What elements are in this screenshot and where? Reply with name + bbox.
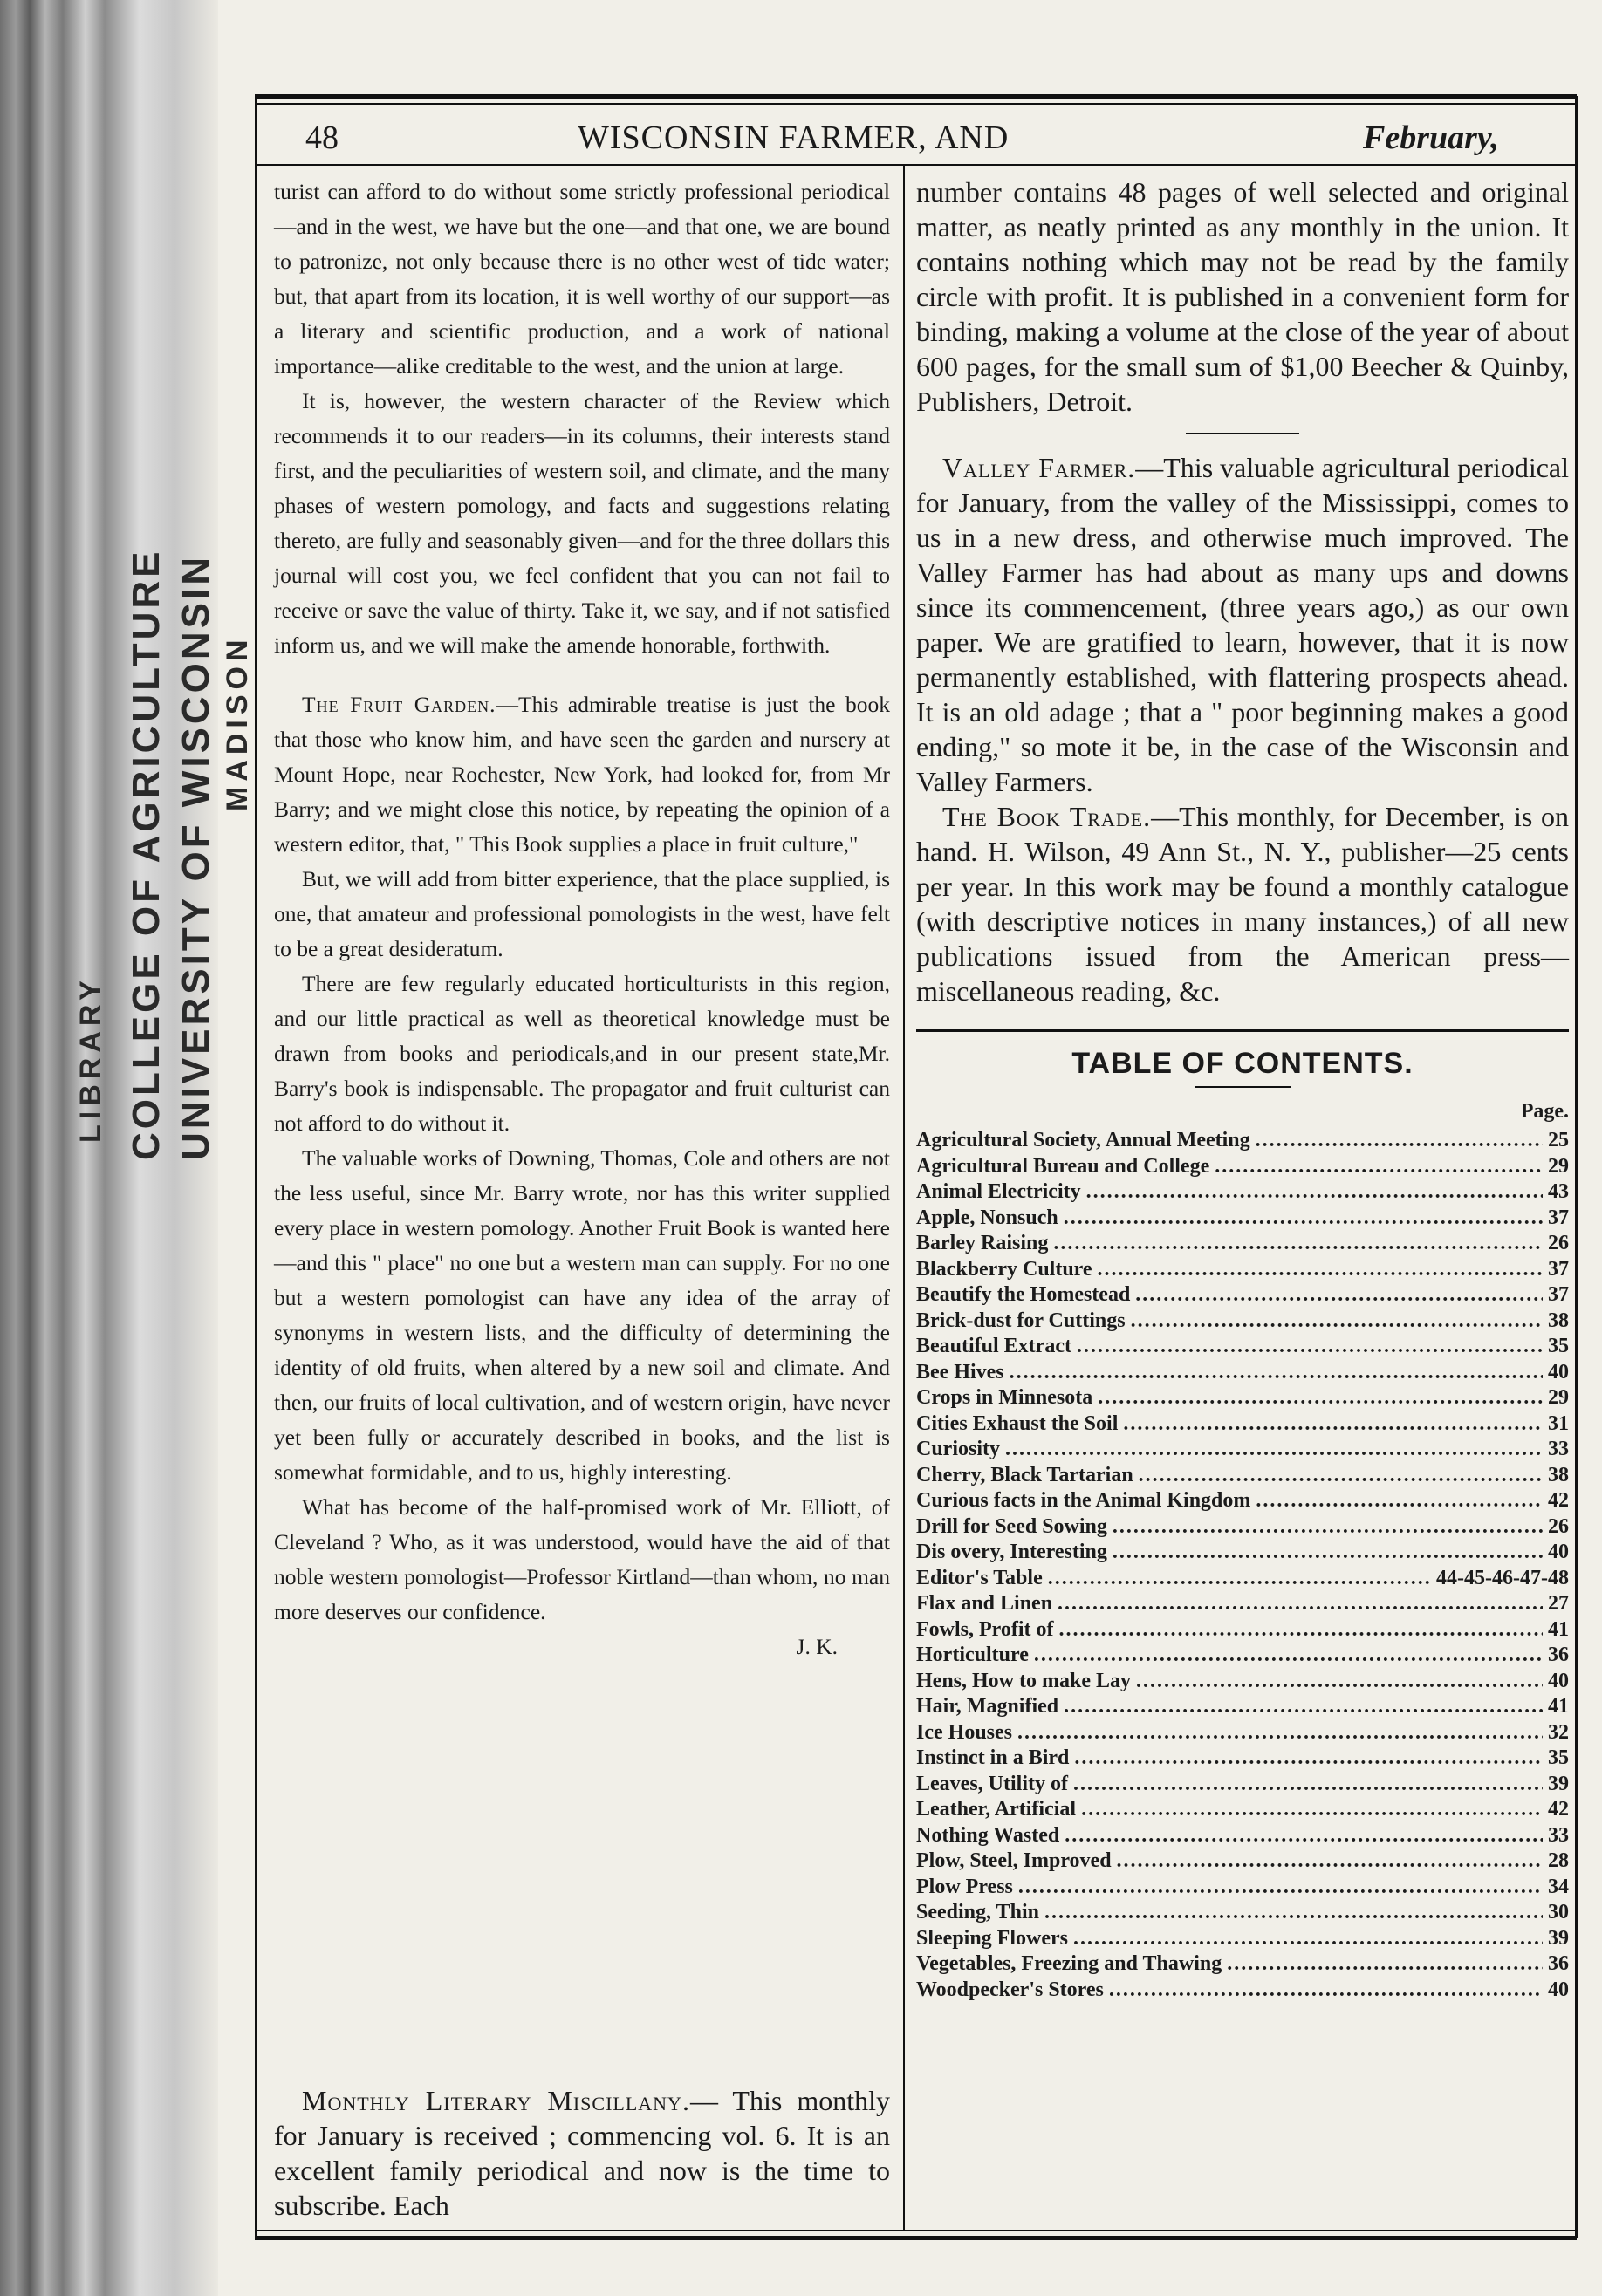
toc-entry-title: Bee Hives <box>916 1360 1004 1384</box>
toc-entry-title: Animal Electricity <box>916 1180 1081 1203</box>
toc-top-rule <box>916 1029 1569 1032</box>
toc-entry-page: 26 <box>1548 1514 1569 1538</box>
toc-entry-title: Leaves, Utility of <box>916 1772 1068 1795</box>
fruit-garden-paragraph-4: The valuable works of Downing, Thomas, Cole and others are not the less useful, since Mr. Barry wrote, nor has this writer supplied every place in western pomology. Another Fruit Book is wanted here—and this " place" no one but a western man can supply. For no one but a western pomologist can have any idea of the array of synonyms in western lists, and the difficulty of determining the identity of old fruits, when altered by a new soil and climate. And then, our fruits of local cultivation, and of western origin, have never yet been fully or accurately described in books, and the list is somewhat formidable, and to us, highly interesting. <box>274 1145 890 1485</box>
toc-entry <box>916 1972 1569 1999</box>
toc-entry <box>916 1766 1569 1793</box>
toc-entry-page: 40 <box>1548 1978 1569 2001</box>
toc-entry-title: Beautiful Extract <box>916 1335 1071 1357</box>
toc-entry-title: Cities Exhaust the Soil <box>916 1411 1119 1435</box>
toc-entry-page: 29 <box>1548 1154 1569 1178</box>
toc-entry-title: Crops in Minnesota <box>916 1386 1093 1409</box>
toc-entry <box>916 1355 1569 1384</box>
toc-entry-page: 25 <box>1548 1129 1569 1151</box>
toc-entry-title: Fowls, Profit of <box>916 1617 1054 1641</box>
toc-entry-page: 34 <box>1548 1875 1569 1898</box>
toc-title-underline <box>1195 1086 1290 1088</box>
book-trade-text: —This monthly, for December, is on hand. H. Wilson, 49 Ann St., N. Y., publisher—25 cents per year. In this work may be found a monthly catalogue (with descriptive notices in many instances,) of all new publications issued from the American press—miscellaneous reading, &c. <box>916 801 1569 1007</box>
toc-entry <box>916 1946 1569 1975</box>
left-column <box>274 174 890 1664</box>
toc-entry-title: Seeding, Thin <box>916 1901 1039 1924</box>
bottom-rule-thin <box>255 2230 1577 2231</box>
miscellany-paragraph <box>274 2083 890 2223</box>
toc-entry <box>916 1329 1569 1355</box>
column-divider <box>903 166 905 2230</box>
toc-entry <box>916 1612 1569 1641</box>
bottom-rule-thick <box>255 2236 1577 2240</box>
toc-entry-title: Beautify the Homestead <box>916 1283 1131 1306</box>
stamp-line-4: MADISON <box>221 634 254 811</box>
toc-entry-page: 35 <box>1548 1335 1569 1357</box>
toc-entry-page: 43 <box>1548 1180 1569 1203</box>
toc-entry-title: Hair, Magnified <box>916 1695 1059 1718</box>
fruit-garden-paragraph-1 <box>274 687 890 862</box>
toc-entry-page: 27 <box>1548 1592 1569 1615</box>
stamp-line-3: UNIVERSITY OF WISCONSIN <box>175 553 217 1160</box>
toc-entry <box>916 1226 1569 1252</box>
toc-entry <box>916 1509 1569 1538</box>
toc-entry-page: 41 <box>1548 1617 1569 1641</box>
toc-entry <box>916 1252 1569 1281</box>
toc-entry-title: Agricultural Bureau and College <box>916 1154 1210 1178</box>
header-rule <box>255 164 1577 166</box>
toc-entry <box>916 1534 1569 1561</box>
toc-entry-page: 41 <box>1548 1695 1569 1718</box>
toc-entry-page: 29 <box>1548 1386 1569 1409</box>
toc-entry-title: Plow Press <box>916 1875 1013 1898</box>
toc-entry-title: Curious facts in the Animal Kingdom <box>916 1489 1251 1512</box>
toc-entry-page: 38 <box>1548 1309 1569 1332</box>
toc-entry-title: Woodpecker's Stores <box>916 1978 1104 2001</box>
top-rule-thin <box>255 103 1577 105</box>
toc-entry-page: 37 <box>1548 1257 1569 1281</box>
toc-entry-title: Dis overy, Interesting <box>916 1541 1107 1563</box>
toc-entry-title: Instinct in a Bird <box>916 1746 1070 1769</box>
toc-entry-page: 40 <box>1548 1541 1569 1563</box>
toc-entry-page: 32 <box>1548 1720 1569 1744</box>
toc-entry-title: Plow, Steel, Improved <box>916 1849 1112 1872</box>
toc-entry-title: Nothing Wasted <box>916 1823 1060 1847</box>
toc-entry-page: 38 <box>1548 1463 1569 1486</box>
miscellany-continuation: number contains 48 pages of well selected and original matter, as neatly printed as any monthly in the union. It contains nothing which may not be read by the family circle with profit. It is published in a convenient form for binding, making a volume at the close of the year of about 600 pages, for the small sum of $1,00 Beecher & Quinby, Publishers, Detroit. <box>916 176 1569 417</box>
toc-entry-title: Sleeping Flowers <box>916 1926 1068 1950</box>
newspaper-page <box>218 0 1602 2296</box>
toc-entry <box>916 1586 1569 1615</box>
toc-entry <box>916 1380 1569 1409</box>
toc-entry <box>916 1458 1569 1484</box>
toc-entry <box>916 1792 1569 1821</box>
toc-entry-page: 26 <box>1548 1232 1569 1254</box>
toc-page-header: Page. <box>1520 1100 1569 1123</box>
toc-entry-page: 33 <box>1548 1823 1569 1847</box>
toc-entry-title: Vegetables, Freezing and Thawing <box>916 1952 1222 1975</box>
toc-entry-page: 40 <box>1548 1669 1569 1692</box>
toc-entry <box>916 1277 1569 1306</box>
toc-entry-page: 40 <box>1548 1360 1569 1384</box>
right-border <box>1575 96 1578 2238</box>
toc-entry-page: 37 <box>1548 1206 1569 1229</box>
valley-farmer-paragraph <box>916 450 1569 799</box>
toc-entry-page: 42 <box>1548 1798 1569 1821</box>
toc-entry-page: 31 <box>1548 1411 1569 1435</box>
toc-entry <box>916 1149 1569 1178</box>
page-number: 48 <box>305 120 339 156</box>
toc-entry <box>916 1123 1569 1149</box>
toc-entry <box>916 1303 1569 1332</box>
miscellany-text: — This monthly for January is received ; commencing vol. 6. It is an excellent family periodical and now is the time to subscribe. Each <box>274 2085 890 2221</box>
fruit-garden-paragraph-2: But, we will add from bitter experience, that the place supplied, is one, that amateur and professional pomologists in the west, have felt to be a great desideratum. <box>274 866 890 961</box>
toc-entry-page: 42 <box>1548 1489 1569 1512</box>
toc-entry-page: 39 <box>1548 1772 1569 1795</box>
review-paragraph-2: It is, however, the western character of the Review which recommends it to our readers—in its columns, their interests stand first, and the peculiarities of western soil, and climate, and the many phases of western pomology, and facts and suggestions relating thereto, are fully and seasonably given—and for the three dollars this journal will cost you, we feel confident that you can not fail to receive or save the value of thirty. Take it, we say, and if not satisfied inform us, and we will make the amende honorable, forthwith. <box>274 388 890 658</box>
toc-entry-title: Hens, How to make Lay <box>916 1669 1131 1692</box>
miscellany-notice <box>274 2083 890 2223</box>
toc-leader-dots <box>1109 1972 1543 2007</box>
toc-entry-title: Drill for Seed Sowing <box>916 1514 1107 1538</box>
toc-entry <box>916 1664 1569 1690</box>
toc-entry-page: 30 <box>1548 1901 1569 1924</box>
toc-entry-title: Flax and Linen <box>916 1592 1053 1615</box>
toc-entry-title: Barley Raising <box>916 1232 1049 1254</box>
toc-entry <box>916 1843 1569 1872</box>
section-gap <box>274 663 890 687</box>
toc-entry <box>916 1895 1569 1924</box>
toc-entry-page: 35 <box>1548 1746 1569 1769</box>
toc-title: TABLE OF CONTENTS. <box>1071 1047 1414 1080</box>
book-trade-paragraph <box>916 799 1569 1008</box>
toc-entry <box>916 1561 1569 1587</box>
fruit-garden-paragraph-3: There are few regularly educated horticulturists in this region, and our little practical as well as theoretical knowledge must be drawn from books and periodicals,and in our present state,Mr. Barry's book is indispensable. The propagator and fruit culturist can not afford to do without it. <box>274 971 890 1136</box>
toc-entry-title: Apple, Nonsuch <box>916 1206 1058 1229</box>
valley-farmer-text: —This valuable agricultural periodical for January, from the valley of the Mississippi, comes to us in a new dress, and otherwise much improved. The Valley Farmer has had about as many ups and downs since its commencement, (three years ago,) as our own paper. We are gratified to learn, however, that it is now permanently established, with flattering prospects ahead. It is an old adage ; that a " poor beginning makes a good ending," so mote it be, in the case of the Wisconsin and Valley Farmers. <box>916 452 1569 797</box>
running-title: WISCONSIN FARMER, AND <box>578 120 1010 156</box>
stamp-line-1: LIBRARY <box>74 975 107 1143</box>
valley-farmer-heading: Valley Farmer. <box>942 452 1136 483</box>
toc-entry <box>916 1740 1569 1769</box>
toc-entry-page: 28 <box>1548 1849 1569 1872</box>
short-divider <box>1186 433 1299 434</box>
library-stamp <box>22 445 254 1213</box>
toc-entry-title: Blackberry Culture <box>916 1257 1092 1281</box>
toc-entry <box>916 1406 1569 1435</box>
toc-entry-page: 36 <box>1548 1952 1569 1975</box>
fruit-garden-text: —This admirable treatise is just the book that those who know him, and have seen the garden and nursery at Mount Hope, near Rochester, New York, had looked for, from Mr Barry; and we might close this notice, by repeating the opinion of a western editor, that, " This Book supplies a place in fruit culture," <box>274 692 890 857</box>
toc-entry-page: 36 <box>1548 1643 1569 1666</box>
toc-entry <box>916 1689 1569 1718</box>
left-border <box>255 96 257 2238</box>
toc-entry-title: Agricultural Society, Annual Meeting <box>916 1129 1250 1151</box>
toc-entry-title: Curiosity <box>916 1438 1000 1460</box>
right-column <box>916 174 1569 2001</box>
toc-entry-title: Brick-dust for Cuttings <box>916 1309 1126 1332</box>
toc-entry-title: Ice Houses <box>916 1720 1012 1744</box>
issue-month: February, <box>1363 120 1499 156</box>
toc-entry <box>916 1432 1569 1458</box>
stamp-line-2: COLLEGE OF AGRICULTURE <box>125 548 168 1160</box>
toc-entry-title: Editor's Table <box>916 1566 1043 1589</box>
toc-entry <box>916 1200 1569 1227</box>
top-rule-thick <box>255 94 1577 99</box>
toc-entry-page: 39 <box>1548 1926 1569 1950</box>
toc-entry-title: Leather, Artificial <box>916 1798 1077 1821</box>
toc-entry-title: Horticulture <box>916 1643 1029 1666</box>
toc-entry <box>916 1174 1569 1203</box>
toc-entry <box>916 1637 1569 1664</box>
toc-entry <box>916 1483 1569 1512</box>
toc-entry-page: 33 <box>1548 1438 1569 1460</box>
author-signature: J. K. <box>796 1634 838 1659</box>
review-paragraph-1: turist can afford to do without some strictly professional periodical—and in the west, we have but the one—and that one, we are bound to patronize, not only because there is no other west of tide water; but, that apart from its location, it is well worthy of our support—as a literary and scientific production, and a work of national importance—alike creditable to the west, and the union at large. <box>274 179 890 379</box>
toc-entry <box>916 1818 1569 1847</box>
fruit-garden-heading: The Fruit Garden. <box>302 692 496 717</box>
toc-entry <box>916 1921 1569 1950</box>
toc-entry-page: 37 <box>1548 1283 1569 1306</box>
toc-list <box>916 1123 1569 2001</box>
book-trade-heading: The Book Trade. <box>942 801 1152 832</box>
toc-entry-page: 44-45-46-47-48 <box>1436 1566 1569 1589</box>
toc-entry-title: Cherry, Black Tartarian <box>916 1463 1133 1486</box>
miscellany-heading: Monthly Literary Miscillany. <box>302 2085 690 2116</box>
fruit-garden-paragraph-5: What has become of the half-promised work of Mr. Elliott, of Cleveland ? Who, as it was understood, would have the aid of that noble western pomologist—Professor Kirtland—than whom, no man more deserves our confidence. <box>274 1494 890 1624</box>
